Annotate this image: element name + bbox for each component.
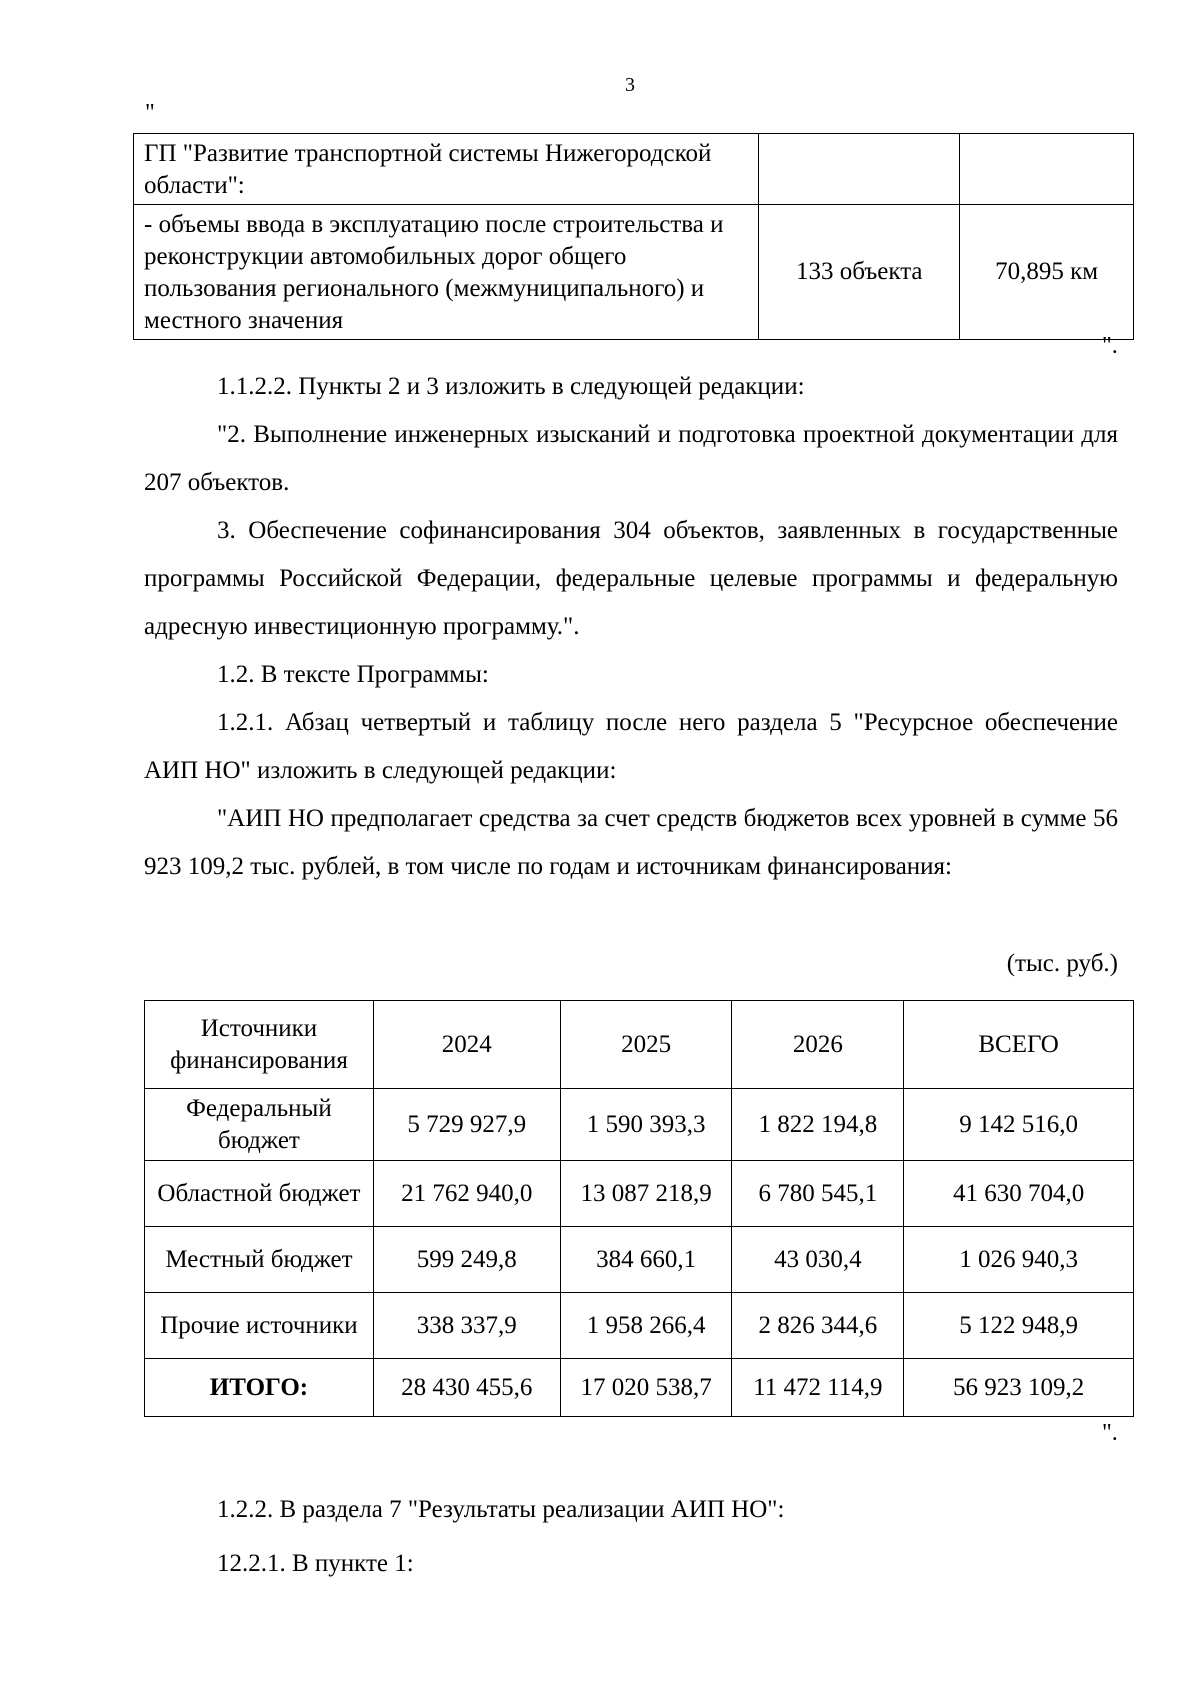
table-cell: 133 объекта xyxy=(759,205,960,340)
table-cell: 1 590 393,3 xyxy=(560,1089,732,1161)
paragraph: 1.2.1. Абзац четвертый и таблицу после него раздела 5 "Ресурсное обеспечение АИП НО" изложить в следующей редакции: xyxy=(144,709,1118,784)
table-cell: 28 430 455,6 xyxy=(373,1359,560,1417)
table-cell xyxy=(759,134,960,205)
paragraph: "АИП НО предполагает средства за счет средств бюджетов всех уровней в сумме 56 923 109,2 тыс. рублей, в том числе по годам и источникам финансирования: xyxy=(144,805,1118,880)
table-row xyxy=(145,1293,1134,1359)
quote-open: " xyxy=(145,100,155,126)
table-cell: 11 472 114,9 xyxy=(732,1359,904,1417)
table-cell: 41 630 704,0 xyxy=(904,1161,1134,1227)
table-row xyxy=(145,1227,1134,1293)
paragraph: 3. Обеспечение софинансирования 304 объектов, заявленных в государственные программы Российской Федерации, федеральные целевые программы и федеральную адресную инвестиционную программу.". xyxy=(144,517,1118,640)
paragraph: 1.1.2.2. Пункты 2 и 3 изложить в следующей редакции: xyxy=(217,373,805,400)
table-cell: 5 122 948,9 xyxy=(904,1293,1134,1359)
table-cell: 43 030,4 xyxy=(732,1227,904,1293)
header-cell: 2024 xyxy=(373,1001,560,1089)
table-row xyxy=(134,134,1134,205)
paragraph: 1.2. В тексте Программы: xyxy=(217,661,489,688)
body-text-after xyxy=(144,1483,1118,1591)
paragraph: "2. Выполнение инженерных изысканий и подготовка проектной документации для 207 объектов. xyxy=(144,421,1118,496)
table-cell: Местный бюджет xyxy=(145,1227,374,1293)
objectives-table xyxy=(133,133,1134,340)
table-cell: Федеральный бюджет xyxy=(145,1089,374,1161)
table-cell: - объемы ввода в эксплуатацию после строительства и реконструкции автомобильных дорог общего пользования регионального (межмуниципального) и местного значения xyxy=(134,205,759,340)
total-label: ИТОГО: xyxy=(145,1359,374,1417)
table-header-row xyxy=(145,1001,1134,1089)
units-label: (тыс. руб.) xyxy=(1006,950,1118,977)
table-cell: Областной бюджет xyxy=(145,1161,374,1227)
table-cell: 13 087 218,9 xyxy=(560,1161,732,1227)
table-cell: 1 026 940,3 xyxy=(904,1227,1134,1293)
table-cell: Прочие источники xyxy=(145,1293,374,1359)
table-row xyxy=(145,1161,1134,1227)
table-cell: ГП "Развитие транспортной системы Нижегородской области": xyxy=(134,134,759,205)
table-cell: 17 020 538,7 xyxy=(560,1359,732,1417)
header-cell: Источники финансирования xyxy=(145,1001,374,1089)
table-row xyxy=(145,1089,1134,1161)
paragraph: 1.2.2. В раздела 7 "Результаты реализации АИП НО": xyxy=(217,1496,785,1523)
table-row xyxy=(134,205,1134,340)
table-total-row xyxy=(145,1359,1134,1417)
quote-close: ". xyxy=(1102,1420,1118,1446)
table-cell: 384 660,1 xyxy=(560,1227,732,1293)
header-cell: 2025 xyxy=(560,1001,732,1089)
table-cell: 1 822 194,8 xyxy=(732,1089,904,1161)
table-cell: 9 142 516,0 xyxy=(904,1089,1134,1161)
table-cell: 338 337,9 xyxy=(373,1293,560,1359)
table-cell xyxy=(960,134,1134,205)
financing-table xyxy=(144,1000,1134,1417)
header-cell: ВСЕГО xyxy=(904,1001,1134,1089)
body-text xyxy=(144,363,1118,891)
page-number: 3 xyxy=(625,74,635,96)
table-cell: 599 249,8 xyxy=(373,1227,560,1293)
table-cell: 2 826 344,6 xyxy=(732,1293,904,1359)
table-cell: 56 923 109,2 xyxy=(904,1359,1134,1417)
table-cell: 6 780 545,1 xyxy=(732,1161,904,1227)
header-cell: 2026 xyxy=(732,1001,904,1089)
table-cell: 21 762 940,0 xyxy=(373,1161,560,1227)
quote-close: ". xyxy=(1102,333,1118,359)
paragraph: 12.2.1. В пункте 1: xyxy=(217,1550,414,1577)
table-cell: 5 729 927,9 xyxy=(373,1089,560,1161)
table-cell: 70,895 км xyxy=(960,205,1134,340)
table-cell: 1 958 266,4 xyxy=(560,1293,732,1359)
